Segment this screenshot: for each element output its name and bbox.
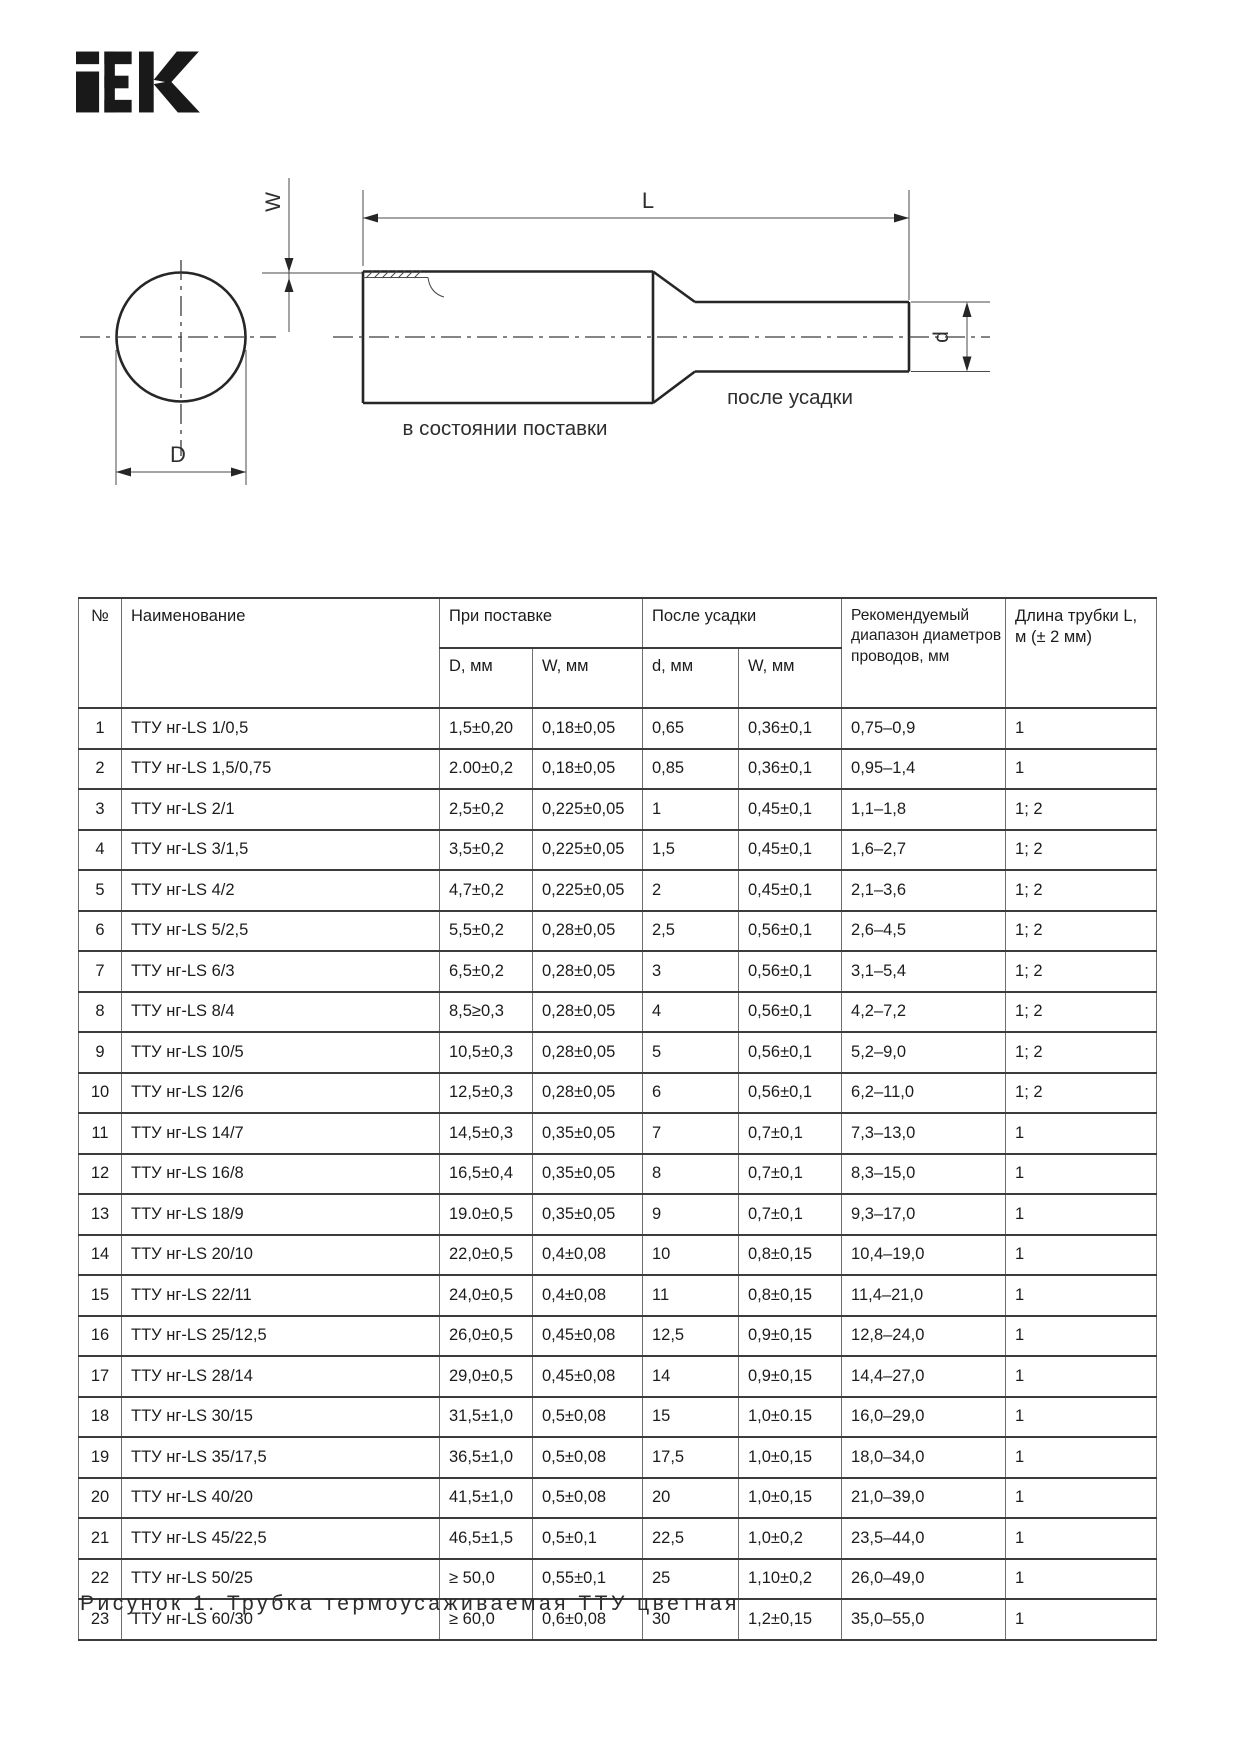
shrink-wall: 0,56±0,1	[739, 1032, 842, 1073]
delivery-diameter: 3,5±0,2	[440, 830, 533, 871]
tube-length: 1	[1006, 1235, 1157, 1276]
delivery-wall: 0,55±0,1	[533, 1559, 643, 1600]
shrink-wall: 0,45±0,1	[739, 870, 842, 911]
product-name: ТТУ нг-LS 4/2	[122, 870, 440, 911]
delivery-diameter: 1,5±0,20	[440, 708, 533, 749]
tube-length: 1	[1006, 1397, 1157, 1438]
wire-range: 5,2–9,0	[842, 1032, 1006, 1073]
tube-length: 1	[1006, 1194, 1157, 1235]
delivery-diameter: 29,0±0,5	[440, 1356, 533, 1397]
subcol-header-D: D, мм	[440, 648, 533, 708]
dimension-label-D: D	[170, 442, 186, 467]
delivery-wall: 0,4±0,08	[533, 1235, 643, 1276]
product-name: ТТУ нг-LS 8/4	[122, 992, 440, 1033]
figure-caption: Рисунок 1. Трубка термоусаживаемая ТТУ цветная	[80, 1592, 740, 1615]
d-arrow-right	[231, 468, 246, 477]
shrink-wall: 0,56±0,1	[739, 992, 842, 1033]
dimension-label-W: W	[262, 192, 285, 212]
row-number: 10	[79, 1073, 122, 1114]
wire-range: 21,0–39,0	[842, 1478, 1006, 1519]
wire-range: 4,2–7,2	[842, 992, 1006, 1033]
table-row	[79, 789, 1157, 830]
table-row	[79, 708, 1157, 749]
shrink-diameter: 17,5	[643, 1437, 739, 1478]
product-name: ТТУ нг-LS 10/5	[122, 1032, 440, 1073]
wire-range: 26,0–49,0	[842, 1559, 1006, 1600]
shrink-wall: 0,9±0,15	[739, 1356, 842, 1397]
delivery-diameter: 22,0±0,5	[440, 1235, 533, 1276]
table-row	[79, 1113, 1157, 1154]
shrink-wall: 0,56±0,1	[739, 911, 842, 952]
shrink-wall: 0,36±0,1	[739, 708, 842, 749]
product-name: ТТУ нг-LS 6/3	[122, 951, 440, 992]
delivery-diameter: 31,5±1,0	[440, 1397, 533, 1438]
delivery-diameter: 41,5±1,0	[440, 1478, 533, 1519]
subcol-header-d: d, мм	[643, 648, 739, 708]
shrink-wall: 0,45±0,1	[739, 830, 842, 871]
tube-length: 1; 2	[1006, 1032, 1157, 1073]
tube-length: 1	[1006, 1356, 1157, 1397]
wire-range: 9,3–17,0	[842, 1194, 1006, 1235]
row-number: 15	[79, 1275, 122, 1316]
delivery-diameter: 2,5±0,2	[440, 789, 533, 830]
delivery-diameter: 12,5±0,3	[440, 1073, 533, 1114]
col-header-num: №	[79, 598, 122, 708]
product-name: ТТУ нг-LS 2/1	[122, 789, 440, 830]
table-row	[79, 1073, 1157, 1114]
shrink-diameter: 15	[643, 1397, 739, 1438]
row-number: 23	[79, 1599, 122, 1640]
shrink-wall: 0,8±0,15	[739, 1275, 842, 1316]
shrink-diameter: 10	[643, 1235, 739, 1276]
delivery-diameter: 26,0±0,5	[440, 1316, 533, 1357]
wire-range: 2,1–3,6	[842, 870, 1006, 911]
subcol-header-W-shrink: W, мм	[739, 648, 842, 708]
wire-range: 1,1–1,8	[842, 789, 1006, 830]
product-name: ТТУ нг-LS 3/1,5	[122, 830, 440, 871]
delivery-wall: 0,5±0,1	[533, 1518, 643, 1559]
row-number: 13	[79, 1194, 122, 1235]
row-number: 1	[79, 708, 122, 749]
product-name: ТТУ нг-LS 16/8	[122, 1154, 440, 1195]
delivery-wall: 0,4±0,08	[533, 1275, 643, 1316]
delivery-wall: 0,35±0,05	[533, 1194, 643, 1235]
delivery-diameter: 5,5±0,2	[440, 911, 533, 952]
delivery-diameter: 19.0±0,5	[440, 1194, 533, 1235]
shrink-wall: 1,0±0,15	[739, 1437, 842, 1478]
tube-length: 1; 2	[1006, 1073, 1157, 1114]
shrink-wall: 0,7±0,1	[739, 1113, 842, 1154]
shrink-wall: 1,10±0,2	[739, 1559, 842, 1600]
delivery-diameter: ≥ 50,0	[440, 1559, 533, 1600]
table-row	[79, 1478, 1157, 1519]
row-number: 4	[79, 830, 122, 871]
delivery-diameter: 4,7±0,2	[440, 870, 533, 911]
shrink-diameter: 30	[643, 1599, 739, 1640]
delivery-diameter: 8,5≥0,3	[440, 992, 533, 1033]
col-header-after-shrink: После усадки	[643, 598, 842, 648]
w-arrow-down	[285, 258, 294, 272]
tube-length: 1; 2	[1006, 830, 1157, 871]
table-row	[79, 749, 1157, 790]
table-row	[79, 1437, 1157, 1478]
shrink-diameter: 8	[643, 1154, 739, 1195]
product-name: ТТУ нг-LS 28/14	[122, 1356, 440, 1397]
shrink-diameter: 20	[643, 1478, 739, 1519]
spec-table-header	[79, 598, 1157, 708]
row-number: 14	[79, 1235, 122, 1276]
delivery-wall: 0,5±0,08	[533, 1437, 643, 1478]
product-name: ТТУ нг-LS 12/6	[122, 1073, 440, 1114]
row-number: 20	[79, 1478, 122, 1519]
subcol-header-W-delivery: W, мм	[533, 648, 643, 708]
product-name: ТТУ нг-LS 60/30	[122, 1599, 440, 1640]
tube-length: 1	[1006, 1113, 1157, 1154]
shrink-wall: 0,7±0,1	[739, 1194, 842, 1235]
tube-length: 1; 2	[1006, 951, 1157, 992]
shrink-diameter: 7	[643, 1113, 739, 1154]
row-number: 7	[79, 951, 122, 992]
product-name: ТТУ нг-LS 1,5/0,75	[122, 749, 440, 790]
after-shrink-label: после усадки	[727, 386, 853, 409]
col-header-wire-range: Рекомендуемый диапазон диаметров проводов, мм	[842, 598, 1006, 708]
shrink-diameter: 1,5	[643, 830, 739, 871]
product-name: ТТУ нг-LS 25/12,5	[122, 1316, 440, 1357]
table-row	[79, 992, 1157, 1033]
col-header-tube-length: Длина трубки L, м (± 2 мм)	[1006, 598, 1157, 708]
wire-range: 3,1–5,4	[842, 951, 1006, 992]
row-number: 8	[79, 992, 122, 1033]
product-name: ТТУ нг-LS 20/10	[122, 1235, 440, 1276]
dimension-label-small-d: d	[930, 331, 953, 343]
row-number: 2	[79, 749, 122, 790]
delivery-wall: 0,18±0,05	[533, 708, 643, 749]
delivery-wall: 0,28±0,05	[533, 911, 643, 952]
small-d-arrow-up	[963, 302, 972, 317]
delivery-wall: 0,225±0,05	[533, 870, 643, 911]
product-name: ТТУ нг-LS 14/7	[122, 1113, 440, 1154]
wire-range: 12,8–24,0	[842, 1316, 1006, 1357]
shrink-diameter: 1	[643, 789, 739, 830]
delivery-wall: 0,35±0,05	[533, 1113, 643, 1154]
tube-length: 1; 2	[1006, 870, 1157, 911]
tube-length: 1	[1006, 1154, 1157, 1195]
row-number: 9	[79, 1032, 122, 1073]
wire-range: 6,2–11,0	[842, 1073, 1006, 1114]
wire-range: 18,0–34,0	[842, 1437, 1006, 1478]
d-arrow-left	[116, 468, 131, 477]
l-arrow-right	[894, 214, 909, 223]
delivery-wall: 0,225±0,05	[533, 789, 643, 830]
shrink-wall: 0,45±0,1	[739, 789, 842, 830]
row-number: 3	[79, 789, 122, 830]
delivery-wall: 0,28±0,05	[533, 1073, 643, 1114]
shrink-diameter: 5	[643, 1032, 739, 1073]
tube-length: 1	[1006, 1275, 1157, 1316]
dimension-label-L: L	[641, 188, 655, 213]
spec-table-body	[79, 708, 1157, 1640]
delivery-diameter: 16,5±0,4	[440, 1154, 533, 1195]
row-number: 22	[79, 1559, 122, 1600]
shrink-wall: 1,0±0,2	[739, 1518, 842, 1559]
tube-length: 1	[1006, 1437, 1157, 1478]
table-row	[79, 1518, 1157, 1559]
tube-length: 1	[1006, 1316, 1157, 1357]
product-name: ТТУ нг-LS 35/17,5	[122, 1437, 440, 1478]
shrink-diameter: 0,65	[643, 708, 739, 749]
w-arrow-up	[285, 278, 294, 292]
iek-logo	[76, 50, 202, 114]
wire-range: 0,95–1,4	[842, 749, 1006, 790]
row-number: 12	[79, 1154, 122, 1195]
tube-length: 1	[1006, 1599, 1157, 1640]
table-row	[79, 1032, 1157, 1073]
tube-length: 1	[1006, 1478, 1157, 1519]
shrink-wall: 0,36±0,1	[739, 749, 842, 790]
delivery-wall: 0,28±0,05	[533, 992, 643, 1033]
shrink-wall: 1,0±0.15	[739, 1397, 842, 1438]
as-delivered-label: в состоянии поставки	[402, 417, 608, 440]
tube-technical-drawing	[0, 140, 1244, 485]
small-d-arrow-down	[963, 357, 972, 372]
delivery-diameter: 46,5±1,5	[440, 1518, 533, 1559]
delivery-diameter: 6,5±0,2	[440, 951, 533, 992]
product-name: ТТУ нг-LS 1/0,5	[122, 708, 440, 749]
table-row	[79, 830, 1157, 871]
product-name: ТТУ нг-LS 45/22,5	[122, 1518, 440, 1559]
wire-range: 23,5–44,0	[842, 1518, 1006, 1559]
row-number: 18	[79, 1397, 122, 1438]
wire-range: 11,4–21,0	[842, 1275, 1006, 1316]
l-arrow-left	[363, 214, 378, 223]
delivery-diameter: 36,5±1,0	[440, 1437, 533, 1478]
shrink-diameter: 6	[643, 1073, 739, 1114]
tube-bore-flare	[428, 278, 444, 298]
delivery-wall: 0,6±0,08	[533, 1599, 643, 1640]
delivery-wall: 0,225±0,05	[533, 830, 643, 871]
shrink-wall: 0,56±0,1	[739, 951, 842, 992]
product-name: ТТУ нг-LS 5/2,5	[122, 911, 440, 952]
shrink-diameter: 25	[643, 1559, 739, 1600]
delivery-wall: 0,5±0,08	[533, 1478, 643, 1519]
col-header-at-delivery: При поставке	[440, 598, 643, 648]
wire-range: 7,3–13,0	[842, 1113, 1006, 1154]
wire-range: 2,6–4,5	[842, 911, 1006, 952]
wire-range: 14,4–27,0	[842, 1356, 1006, 1397]
table-row	[79, 1154, 1157, 1195]
shrink-wall: 0,56±0,1	[739, 1073, 842, 1114]
table-row	[79, 1397, 1157, 1438]
shrink-diameter: 22,5	[643, 1518, 739, 1559]
table-row	[79, 951, 1157, 992]
table-row	[79, 911, 1157, 952]
shrink-diameter: 4	[643, 992, 739, 1033]
table-row	[79, 1316, 1157, 1357]
tube-length: 1	[1006, 1559, 1157, 1600]
shrink-diameter: 12,5	[643, 1316, 739, 1357]
delivery-wall: 0,35±0,05	[533, 1154, 643, 1195]
row-number: 19	[79, 1437, 122, 1478]
delivery-diameter: 24,0±0,5	[440, 1275, 533, 1316]
delivery-wall: 0,5±0,08	[533, 1397, 643, 1438]
delivery-diameter: 10,5±0,3	[440, 1032, 533, 1073]
delivery-diameter: 14,5±0,3	[440, 1113, 533, 1154]
wire-range: 35,0–55,0	[842, 1599, 1006, 1640]
shrink-diameter: 9	[643, 1194, 739, 1235]
row-number: 6	[79, 911, 122, 952]
wire-range: 10,4–19,0	[842, 1235, 1006, 1276]
delivery-wall: 0,45±0,08	[533, 1356, 643, 1397]
delivery-wall: 0,28±0,05	[533, 951, 643, 992]
wire-range: 0,75–0,9	[842, 708, 1006, 749]
tube-length: 1	[1006, 749, 1157, 790]
delivery-wall: 0,28±0,05	[533, 1032, 643, 1073]
row-number: 21	[79, 1518, 122, 1559]
product-name: ТТУ нг-LS 18/9	[122, 1194, 440, 1235]
delivery-diameter: ≥ 60,0	[440, 1599, 533, 1640]
shrink-diameter: 2	[643, 870, 739, 911]
shrink-diameter: 3	[643, 951, 739, 992]
shrink-wall: 1,2±0,15	[739, 1599, 842, 1640]
wire-range: 8,3–15,0	[842, 1154, 1006, 1195]
product-name: ТТУ нг-LS 30/15	[122, 1397, 440, 1438]
table-row	[79, 1356, 1157, 1397]
delivery-wall: 0,45±0,08	[533, 1316, 643, 1357]
shrink-diameter: 14	[643, 1356, 739, 1397]
wire-range: 16,0–29,0	[842, 1397, 1006, 1438]
shrink-wall: 0,9±0,15	[739, 1316, 842, 1357]
table-row	[79, 870, 1157, 911]
shrink-wall: 0,8±0,15	[739, 1235, 842, 1276]
shrink-diameter: 0,85	[643, 749, 739, 790]
shrink-wall: 1,0±0,15	[739, 1478, 842, 1519]
tube-length: 1	[1006, 708, 1157, 749]
table-row	[79, 1194, 1157, 1235]
wire-range: 1,6–2,7	[842, 830, 1006, 871]
table-row	[79, 1275, 1157, 1316]
row-number: 17	[79, 1356, 122, 1397]
row-number: 16	[79, 1316, 122, 1357]
spec-table	[78, 597, 1157, 1641]
tube-length: 1; 2	[1006, 911, 1157, 952]
tube-length: 1; 2	[1006, 789, 1157, 830]
product-name: ТТУ нг-LS 50/25	[122, 1559, 440, 1600]
l-extension-lines	[363, 190, 909, 300]
tube-length: 1; 2	[1006, 992, 1157, 1033]
delivery-wall: 0,18±0,05	[533, 749, 643, 790]
row-number: 5	[79, 870, 122, 911]
shrink-diameter: 2,5	[643, 911, 739, 952]
row-number: 11	[79, 1113, 122, 1154]
tube-length: 1	[1006, 1518, 1157, 1559]
shrink-diameter: 11	[643, 1275, 739, 1316]
delivery-diameter: 2.00±0,2	[440, 749, 533, 790]
product-name: ТТУ нг-LS 40/20	[122, 1478, 440, 1519]
shrink-wall: 0,7±0,1	[739, 1154, 842, 1195]
table-row	[79, 1235, 1157, 1276]
product-name: ТТУ нг-LS 22/11	[122, 1275, 440, 1316]
col-header-name: Наименование	[122, 598, 440, 708]
